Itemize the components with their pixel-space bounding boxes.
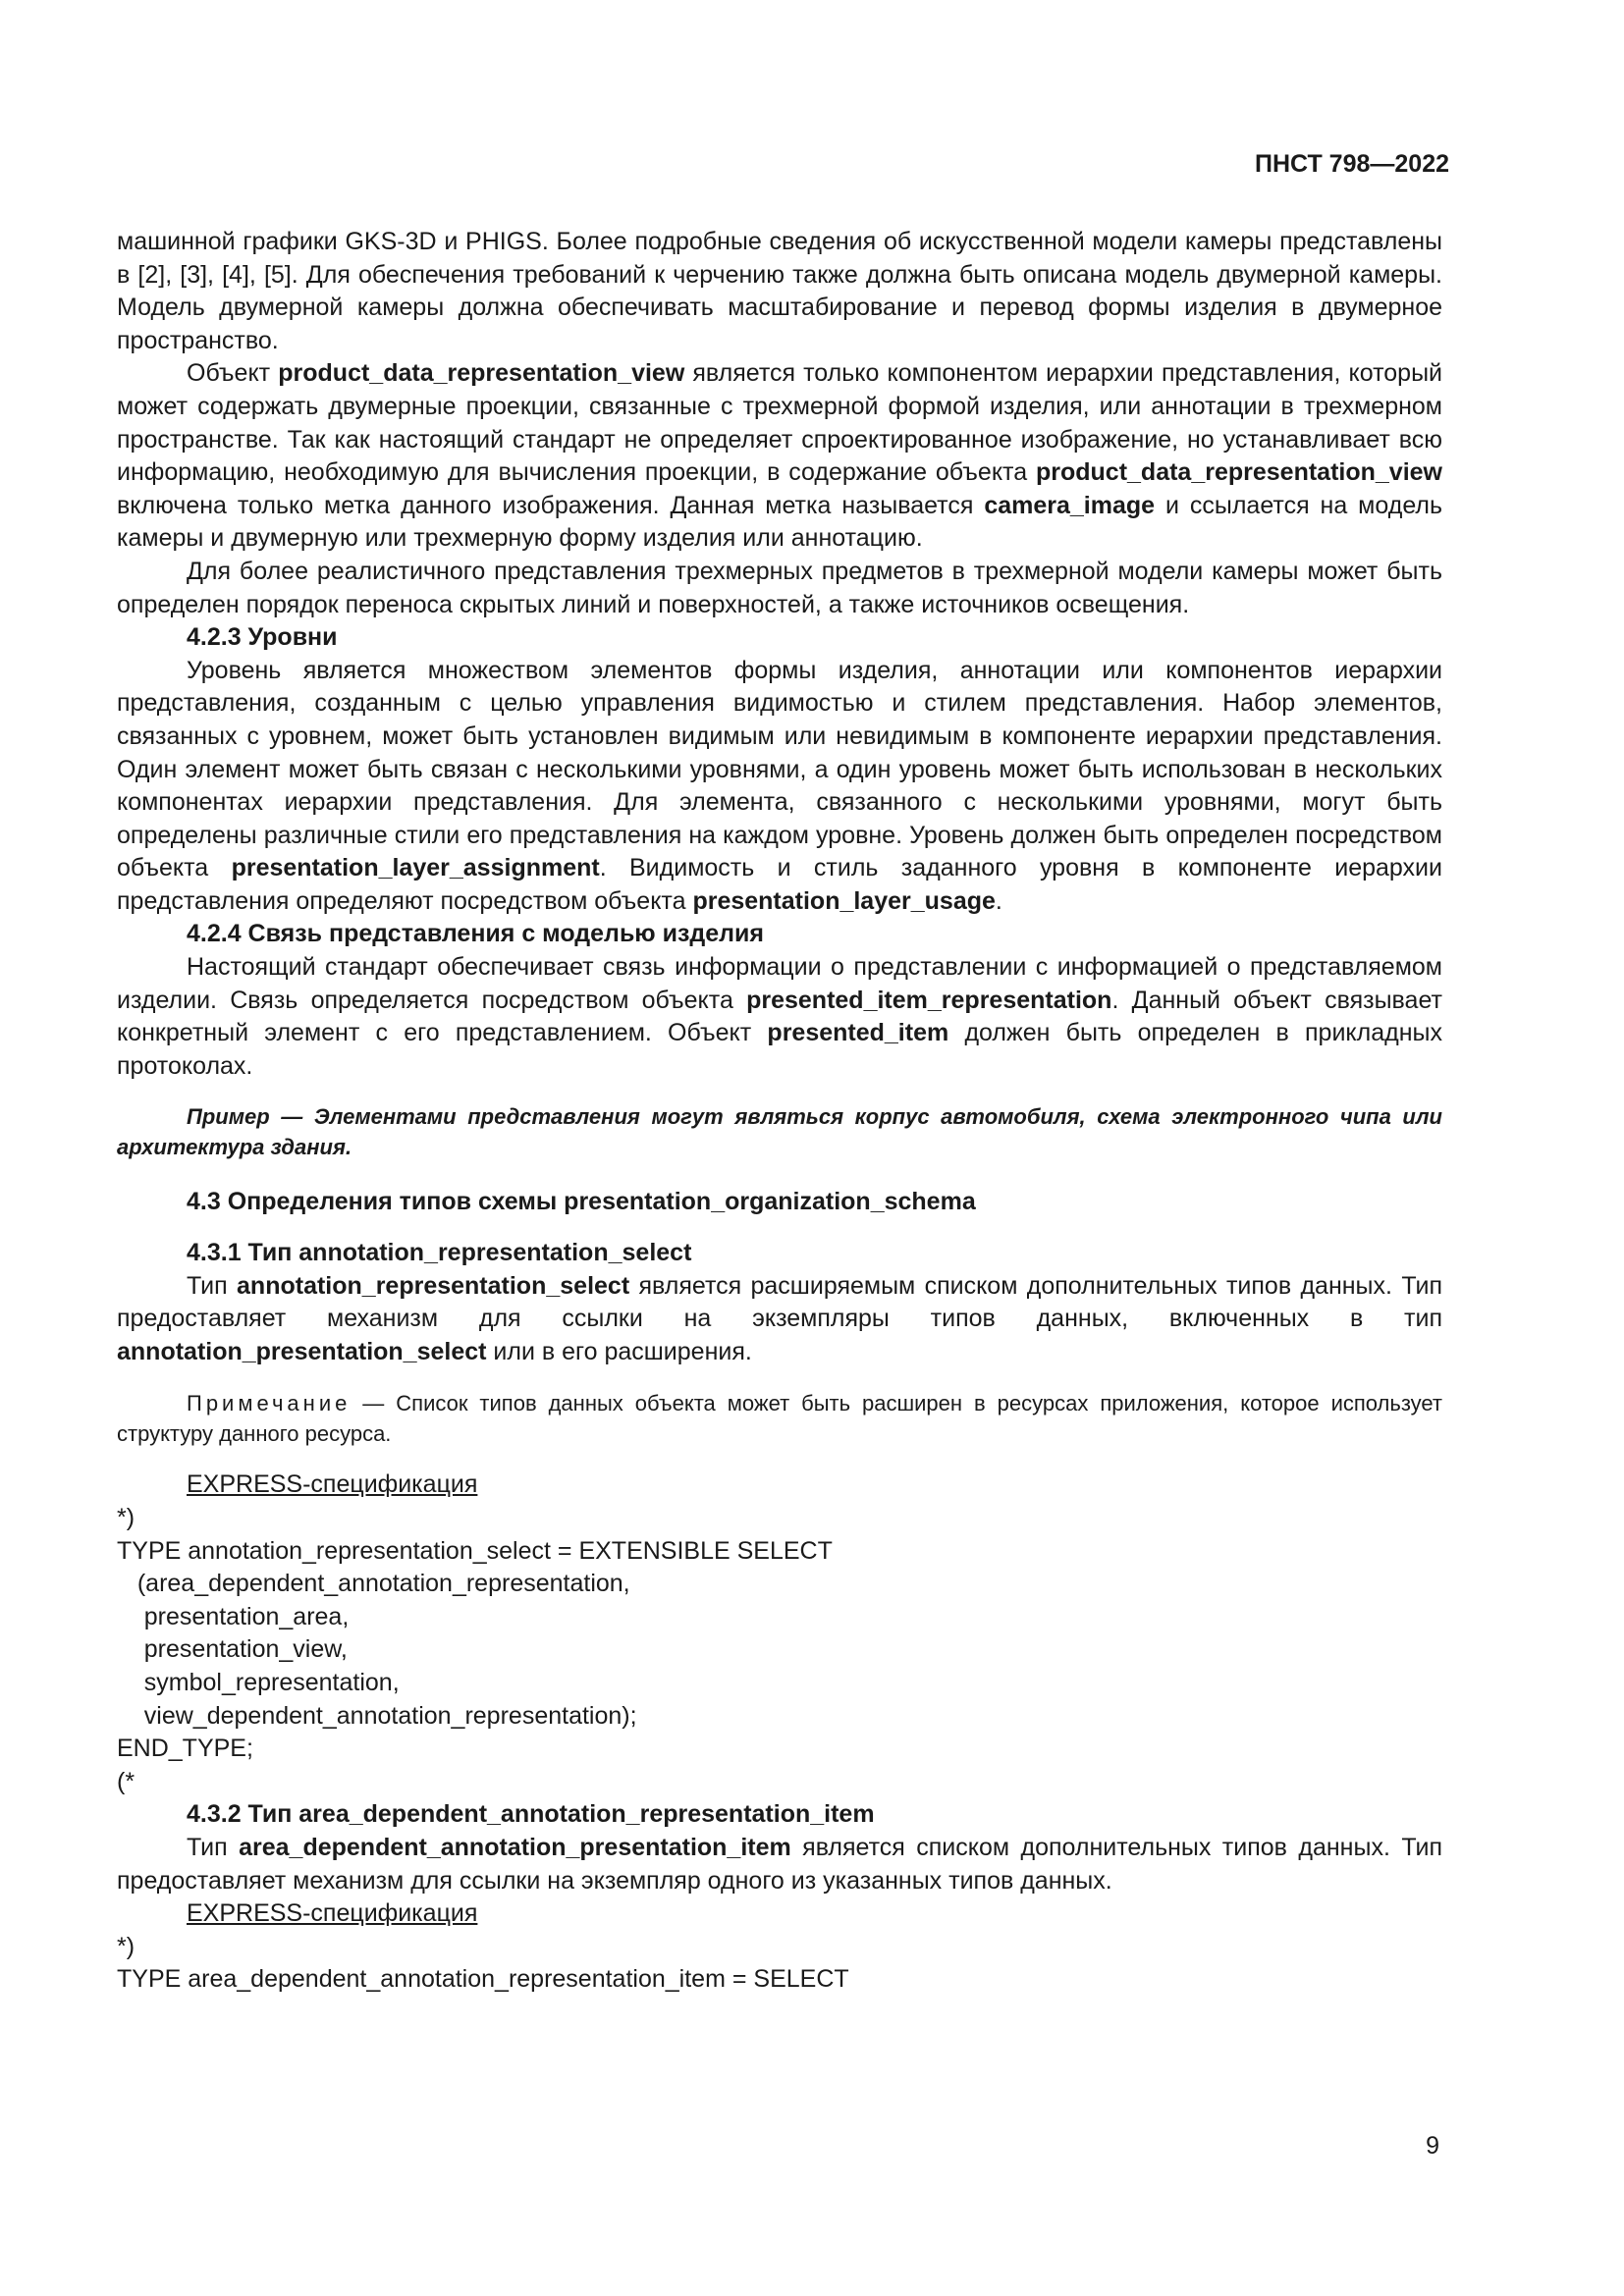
paragraph-realistic: Для более реалистичного представления трехмерных предметов в трехмерной модели камеры может быть определен порядок переноса скрытых линий и поверхностей, а также источников освещения. xyxy=(117,557,1442,618)
heading-4-2-3: 4.2.3 Уровни xyxy=(187,623,338,652)
term-annotation-representation-select: annotation_representation_select xyxy=(237,1271,630,1300)
express-spec-label-1: EXPRESS-спецификация xyxy=(187,1470,478,1499)
paragraph-levels: Уровень является множеством элементов формы изделия, аннотации или компонентов иерархии представления, созданным с целью управления видимостью и стилем представления. Набор элементов, связанных с уровнем, может быть установлен видимым или невидимым в компоненте иерархии представления. Один элемент может быть связан с несколькими уровнями, а один уровень может быть использован в нескольких компонентах иерархии представления. Для элемента, связанного с несколькими уровнями, могут быть определены различные стили его представления на каждом уровне. Уровень должен быть определен посредством объекта presentation_layer_assignment. Видимость и стиль заданного уровня в компоненте иерархии представления определяют посредством объекта presentation_layer_usage. xyxy=(117,656,1442,915)
term-presented-item: presented_item xyxy=(767,1019,949,1047)
heading-4-3-2: 4.3.2 Тип area_dependent_annotation_representation_item xyxy=(187,1800,875,1829)
paragraph-link: Настоящий стандарт обеспечивает связь информации о представлении с информацией о представляемом изделии. Связь определяется посредством объекта presented_item_representation. Данный объект связывает конкретный элемент с его представлением. Объект presented_item должен быть определен в прикладных протоколах. xyxy=(117,953,1442,1080)
note-paragraph: Примечание — Список типов данных объекта может быть расширен в ресурсах приложения, которое использует структуру данного ресурса. xyxy=(117,1391,1442,1447)
express-spec-label-2: EXPRESS-спецификация xyxy=(187,1899,478,1928)
term-annotation-presentation-select: annotation_presentation_select xyxy=(117,1337,487,1365)
term-camera-image: camera_image xyxy=(984,491,1156,519)
express-code-block-1: *) TYPE annotation_representation_select = EXTENSIBLE SELECT (area_dependent_annotation_representation, presentation_area, presentation_view, symbol_representation, view_dependent_annotation_representation); END_TYPE; (* xyxy=(117,1504,833,1795)
page-number: 9 xyxy=(1426,2132,1439,2160)
heading-4-3: 4.3 Определения типов схемы presentation_organization_schema xyxy=(187,1188,976,1216)
paragraph-continuation: машинной графики GKS-3D и PHIGS. Более подробные сведения об искусственной модели камеры представлены в [2], [3], [4], [5]. Для обеспечения требований к черчению также должна быть описана модель двумерной камеры. Модель двумерной камеры должна обеспечивать масштабирование и перевод формы изделия в двумерное пространство. xyxy=(117,228,1442,354)
term-product-data-representation-view-2: product_data_representation_view xyxy=(1035,458,1442,487)
heading-4-2-4: 4.2.4 Связь представления с моделью изделия xyxy=(187,920,765,948)
paragraph-area-dependent: Тип area_dependent_annotation_presentation_item является списком дополнительных типов данных. Тип предоставляет механизм для ссылки на экземпляр одного из указанных типов данных. xyxy=(117,1833,1442,1895)
document-header-id: ПНСТ 798—2022 xyxy=(1255,150,1449,178)
term-presentation-layer-assignment: presentation_layer_assignment xyxy=(231,854,600,882)
heading-4-3-1: 4.3.1 Тип annotation_representation_select xyxy=(187,1239,692,1267)
term-area-dependent-annotation-presentation-item: area_dependent_annotation_presentation_item xyxy=(239,1833,791,1861)
note-label: Примечание xyxy=(187,1391,352,1416)
example-paragraph: Пример — Элементами представления могут являться корпус автомобиля, схема электронного чипа или архитектура здания. xyxy=(117,1104,1442,1160)
term-presented-item-representation: presented_item_representation xyxy=(746,986,1112,1014)
term-product-data-representation-view: product_data_representation_view xyxy=(278,359,685,388)
paragraph-annotation-select: Тип annotation_representation_select является расширяемым списком дополнительных типов данных. Тип предоставляет механизм для ссылки на экземпляры типов данных, включенных в тип annotation_presentation_select или в его расширения. xyxy=(117,1271,1442,1365)
express-code-block-2: *) TYPE area_dependent_annotation_representation_item = SELECT xyxy=(117,1932,849,1994)
term-presentation-layer-usage: presentation_layer_usage xyxy=(692,886,996,915)
page-body xyxy=(117,226,1442,1997)
paragraph-view-object: Объект product_data_representation_view является только компонентом иерархии представления, который может содержать двумерные проекции, связанные с трехмерной формой изделия, или аннотации в трехмерном пространстве. Так как настоящий стандарт не определяет спроектированное изображение, но устанавливает всю информацию, необходимую для вычисления проекции, в содержание объекта product_data_representation_view включена только метка данного изображения. Данная метка называется camera_image и ссылается на модель камеры и двумерную или трехмерную форму изделия или аннотацию. xyxy=(117,359,1443,553)
